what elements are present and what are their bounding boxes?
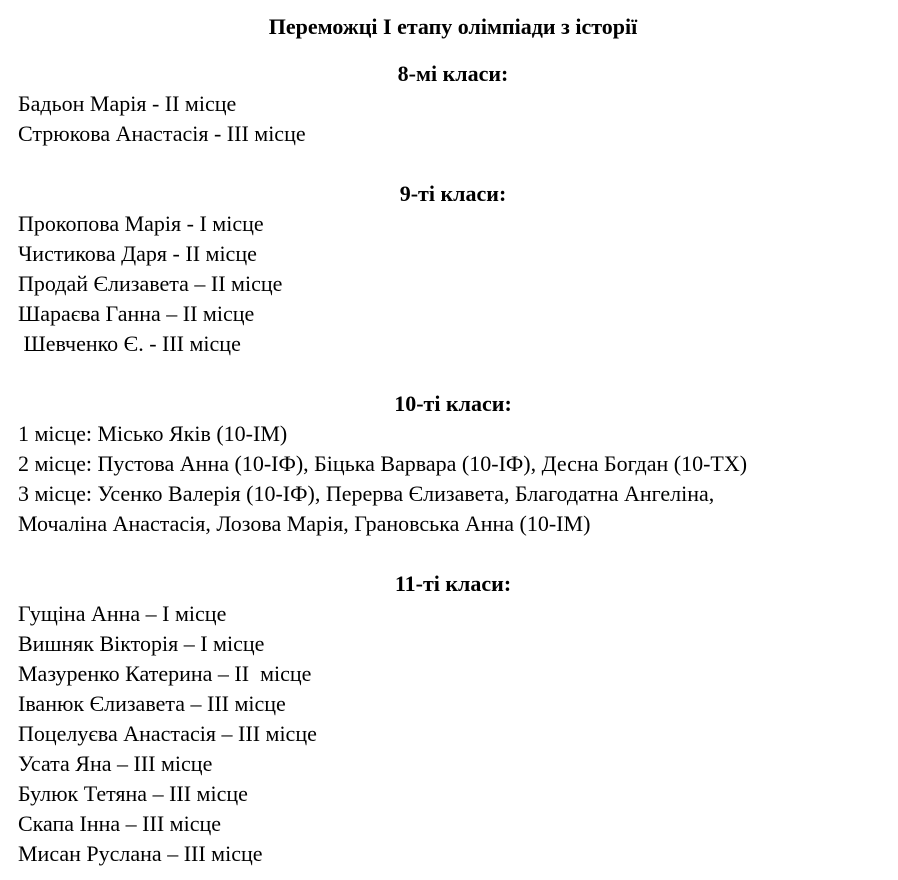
list-item: Поцелуєва Анастасія – ІІІ місце [18,721,317,746]
list-item: 2 місце: Пустова Анна (10-ІФ), Біцька Варвара (10-ІФ), Десна Богдан (10-ТХ) [18,451,748,476]
list-item: Усата Яна – ІІІ місце [18,751,213,776]
section-heading-11: 11-ті класи: [394,571,512,596]
list-item: Мазуренко Катерина – ІІ місце [18,661,312,686]
list-item: Скапа Інна – ІІІ місце [18,811,221,836]
list-item: Стрюкова Анастасія - ІІІ місце [18,121,306,146]
section-heading-9: 9-ті класи: [399,181,507,206]
list-item: Продай Єлизавета – ІІ місце [18,271,283,296]
list-item: Булюк Тетяна – ІІІ місце [18,781,248,806]
list-item: Шевченко Є. - ІІІ місце [18,331,241,356]
list-item: 1 місце: Місько Яків (10-ІМ) [18,421,288,446]
list-item: Гущіна Анна – І місце [18,601,227,626]
list-item: Бадьон Марія - ІІ місце [18,91,237,116]
section-heading-10: 10-ті класи: [394,391,512,416]
section-heading-8: 8-мі класи: [397,61,509,86]
list-item: Іванюк Єлизавета – ІІІ місце [18,691,286,716]
list-item: Шараєва Ганна – ІІ місце [18,301,255,326]
list-item: Мисан Руслана – ІІІ місце [18,841,263,866]
list-item: Мочаліна Анастасія, Лозова Марія, Грановська Анна (10-ІМ) [18,511,591,536]
list-item: Вишняк Вікторія – І місце [18,631,265,656]
list-item: Прокопова Марія - І місце [18,211,264,236]
list-item: Чистикова Даря - ІІ місце [18,241,257,266]
list-item: 3 місце: Усенко Валерія (10-ІФ), Перерва Єлизавета, Благодатна Ангеліна, [18,481,715,506]
page-title: Переможці І етапу олімпіади з історії [268,14,638,39]
